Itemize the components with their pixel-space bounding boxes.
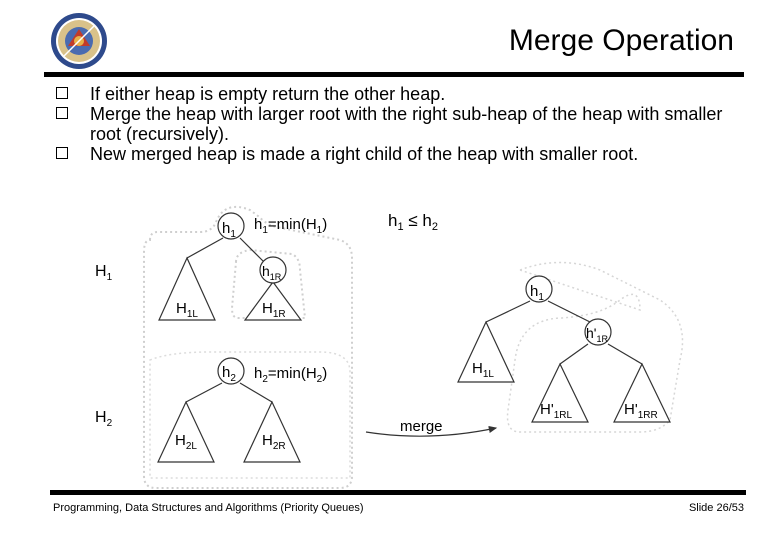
heap1-left-subtree-label: $H_{1L}$ [176,300,198,320]
heap2-root-label: $h_2$ [222,364,236,384]
result-rl-subtree-label: $H'_{1RL}$ [540,401,573,421]
heap2-left-subtree [158,402,214,462]
bullet-text: Merge the heap with larger root with the right sub-heap of the heap with smaller root (recursively). [90,104,723,144]
tree-edge [186,383,222,402]
heap2-root-note: $h_2=\min(H_2)$ [254,365,328,385]
bullet-text: New merged heap is made a right child of the heap with smaller root. [90,144,639,164]
tree-edge [187,238,223,258]
heap1-root-label: $h_1$ [222,220,236,240]
heap-condition: $h_1 \le h_2$ [388,211,438,233]
slide-number: Slide 26/53 [688,502,744,514]
heap2-right-subtree-label: $H_{2R}$ [262,432,286,452]
result-left-subtree-label: $H_{1L}$ [472,360,494,380]
heap1-right-subtree-label: $H_{1R}$ [262,300,286,320]
tree-edge [240,383,272,402]
result-root-label: $h_1$ [530,283,544,303]
tree-edge [608,344,642,364]
heap1-right-root-label: $h_{1R}$ [262,263,282,282]
heap2-label: $H_2$ [95,409,113,429]
tree-edge [548,301,590,322]
heap2-left-subtree-label: $H_{2L}$ [175,432,197,452]
page-title: Merge Operation [508,24,734,57]
result-rr-subtree-label: $H'_{1RR}$ [624,401,658,421]
tree-edge [560,344,588,364]
merge-label: merge [400,418,443,435]
result-right-root-label: $h'_{1R}$ [586,325,608,344]
bullet-text: If either heap is empty return the other heap. [90,84,446,104]
heap1-label: $H_1$ [95,263,113,283]
course-footer: Programming, Data Structures and Algorithms (Priority Queues) [53,502,364,514]
tree-edge [486,301,530,322]
heap1-root-note: $h_1=\min(H_1)$ [254,216,328,236]
bottom-divider [50,490,746,495]
